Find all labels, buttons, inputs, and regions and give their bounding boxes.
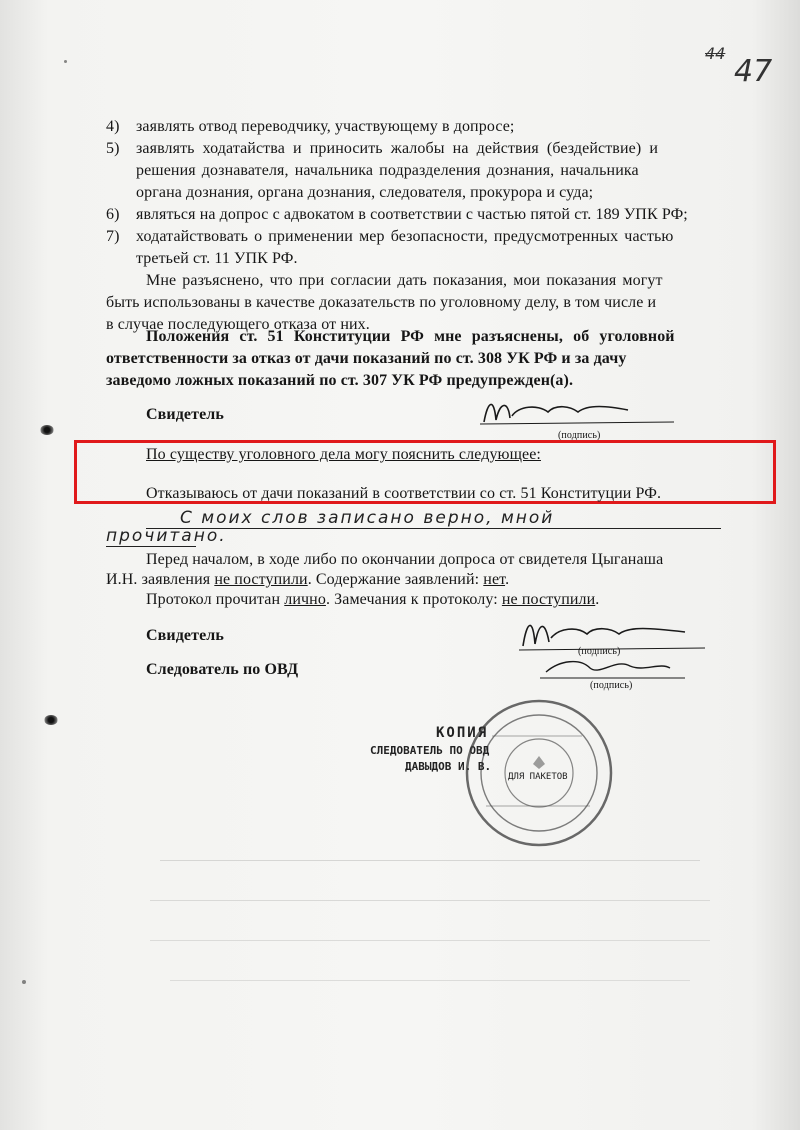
- handwritten-line2: прочитано.: [106, 526, 227, 546]
- protocol-mid: . Замечания к протоколу:: [325, 591, 502, 608]
- signature-caption-1: (подпись): [558, 430, 601, 441]
- handwritten-rule: [146, 528, 721, 529]
- item-5-line2: решения дознавателя, начальника подразделения дознания, начальника: [136, 162, 639, 179]
- seal-inner-text: ДЛЯ ПАКЕТОВ: [508, 772, 568, 782]
- item-7-number: 7): [106, 228, 120, 245]
- provisions-line1: Положения ст. 51 Конституции РФ мне разъяснены, об уголовной: [146, 328, 675, 345]
- scan-speckle: [22, 980, 26, 984]
- bleed-through-line: [150, 940, 710, 941]
- case-heading: По существу уголовного дела могу пояснить следующее:: [146, 446, 541, 463]
- witness-signature-1: [478, 392, 678, 432]
- provisions-line2: ответственности за отказ от дачи показаний по ст. 308 УК РФ и за дачу: [106, 350, 627, 367]
- statements-line1: Перед началом, в ходе либо по окончании допроса от свидетеля Цыганаша: [146, 551, 664, 568]
- item-6-text: являться на допрос с адвокатом в соответствии с частью пятой ст. 189 УПК РФ;: [136, 206, 688, 223]
- explain-line2: быть использованы в качестве доказательств по уголовному делу, в том числе и: [106, 294, 657, 311]
- signature-caption-2: (подпись): [578, 646, 621, 657]
- handwritten-rule-2: [106, 546, 196, 547]
- item-4-text: заявлять отвод переводчику, участвующему в допросе;: [136, 118, 515, 135]
- item-6-number: 6): [106, 206, 120, 223]
- investigator-label: Следователь по ОВД: [146, 661, 299, 678]
- witness-label-2: Свидетель: [146, 627, 224, 644]
- binder-hole-top: [40, 425, 54, 435]
- statements-received: не поступили: [214, 571, 308, 588]
- handwritten-line1: С моих слов записано верно, мной: [180, 508, 555, 528]
- old-page-number: 44: [705, 44, 726, 63]
- bleed-through-line: [150, 900, 710, 901]
- binder-hole-bottom: [44, 715, 58, 725]
- page-number: 47: [734, 54, 773, 89]
- explain-line3: в случае последующего отказа от них.: [106, 316, 370, 333]
- copy-stamp-name: ДАВЫДОВ И. В.: [405, 760, 492, 773]
- copy-stamp-title: КОПИЯ: [436, 725, 489, 741]
- statements-content: нет: [483, 571, 506, 588]
- item-5-line1: заявлять ходатайства и приносить жалобы на действия (бездействие) и: [136, 140, 659, 157]
- item-5-number: 5): [106, 140, 120, 157]
- item-5-line3: органа дознания, органа дознания, следователя, прокурора и суда;: [136, 184, 594, 201]
- protocol-end: .: [595, 591, 600, 608]
- item-4-number: 4): [106, 118, 120, 135]
- refusal-statement: Отказываюсь от дачи показаний в соответствии со ст. 51 Конституции РФ.: [146, 485, 662, 502]
- statements-line2: [106, 570, 509, 590]
- bleed-through-line: [160, 860, 700, 861]
- provisions-line3: заведомо ложных показаний по ст. 307 УК РФ предупрежден(а).: [106, 372, 574, 389]
- signature-caption-3: (подпись): [590, 680, 633, 691]
- scan-speckle: [64, 60, 67, 63]
- bleed-through-line: [170, 980, 690, 981]
- explain-line1: Мне разъяснено, что при согласии дать показания, мои показания могут: [146, 272, 663, 289]
- statements-mid: . Содержание заявлений:: [307, 571, 484, 588]
- protocol-line: [146, 590, 599, 610]
- protocol-remarks: не поступили: [501, 591, 596, 608]
- protocol-read-mode: лично: [284, 591, 326, 608]
- item-7-line2: третьей ст. 11 УПК РФ.: [136, 250, 298, 267]
- protocol-prefix: Протокол прочитан: [146, 591, 285, 608]
- witness-label: Свидетель: [146, 406, 224, 423]
- investigator-signature: [540, 650, 690, 684]
- item-7-line1: ходатайствовать о применении мер безопасности, предусмотренных частью: [136, 228, 674, 245]
- statements-prefix: И.Н. заявления: [106, 571, 215, 588]
- statements-end: .: [505, 571, 510, 588]
- copy-stamp-position: СЛЕДОВАТЕЛЬ ПО ОВД: [370, 744, 490, 757]
